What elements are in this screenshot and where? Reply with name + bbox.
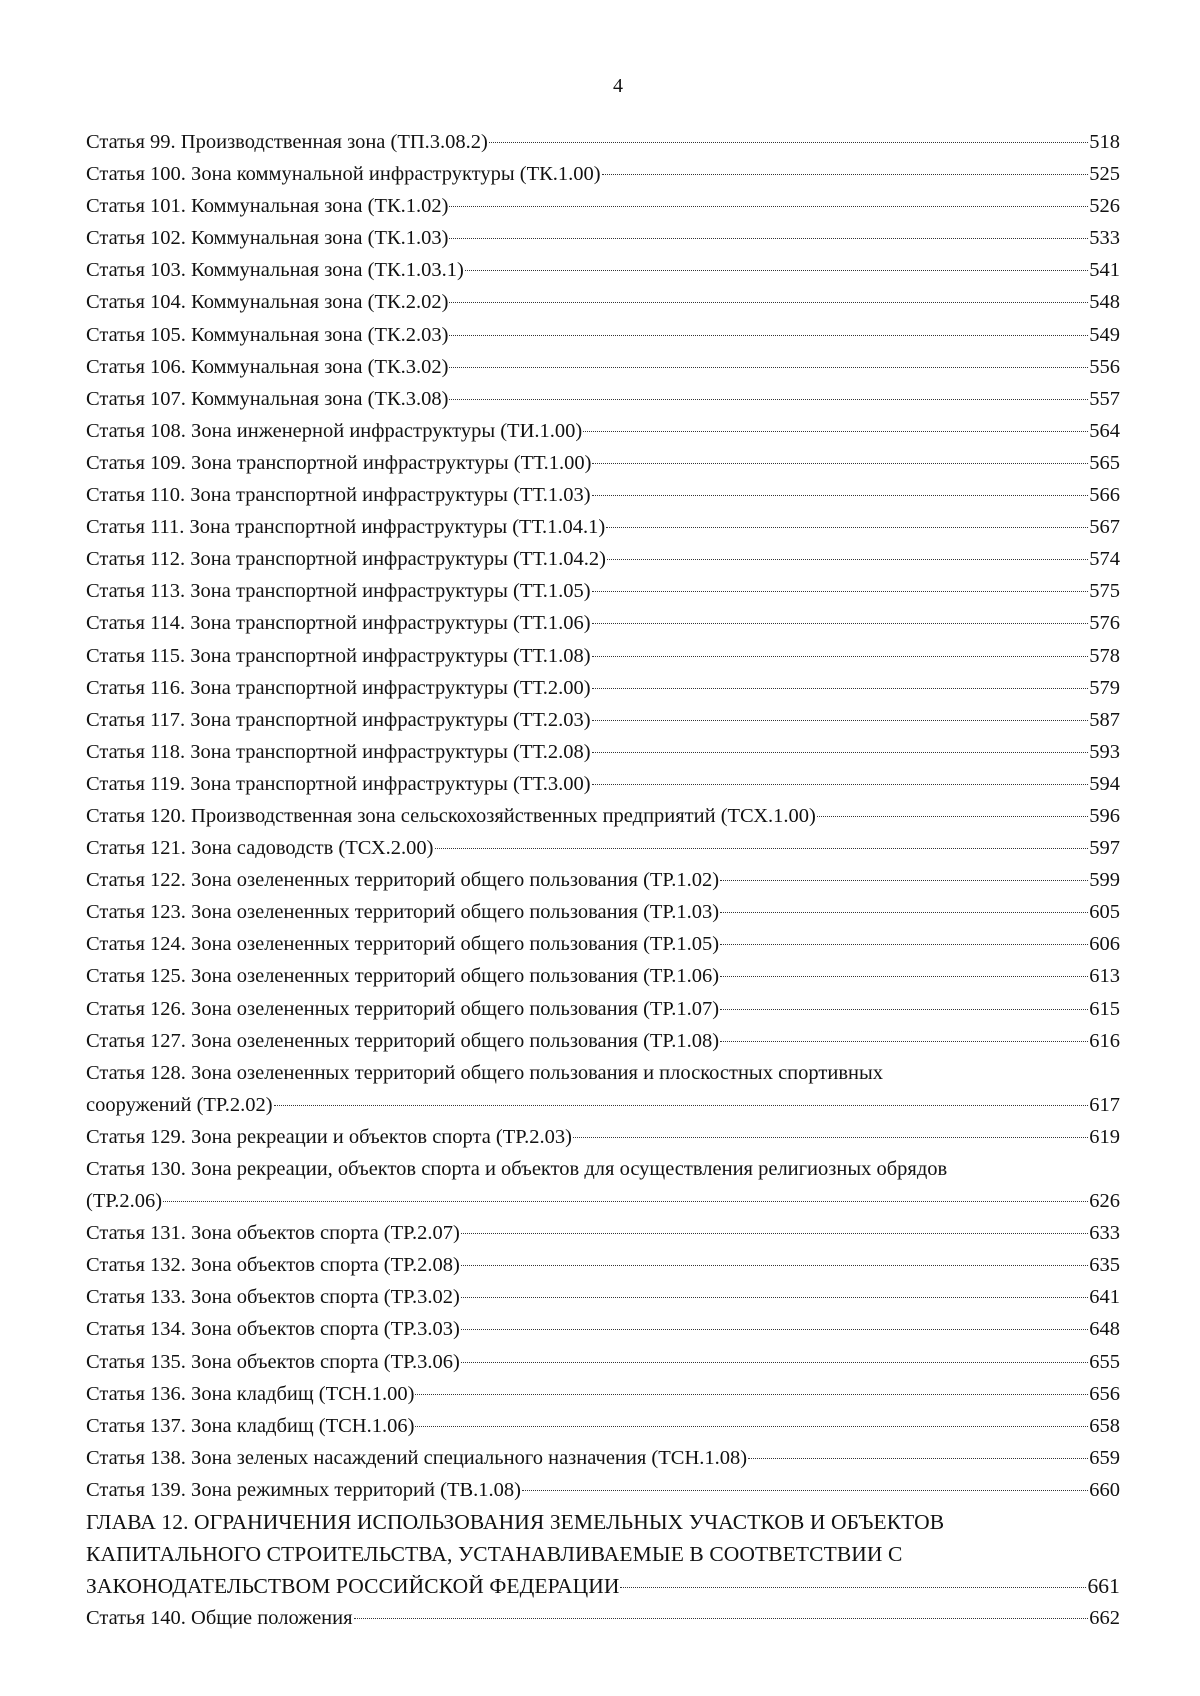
toc-entry	[86, 190, 1120, 222]
toc-entry	[86, 1474, 1120, 1506]
toc-entry-page: 658	[1089, 1414, 1120, 1437]
toc-entry-page: 565	[1089, 451, 1120, 474]
toc-entry	[86, 479, 1120, 511]
toc-entry-title: Статья 129. Зона рекреации и объектов спорта (ТР.2.03)	[86, 1125, 572, 1148]
toc-entry-title: Статья 136. Зона кладбищ (ТСН.1.00)	[86, 1382, 415, 1405]
toc-row	[86, 1281, 1120, 1313]
toc-entry	[86, 1153, 1120, 1217]
dot-leader	[449, 335, 1088, 336]
toc-entry	[86, 126, 1120, 158]
toc-row	[86, 1249, 1120, 1281]
toc-row	[86, 190, 1120, 222]
toc-row	[86, 383, 1120, 415]
toc-entry-title: Статья 99. Производственная зона (ТП.3.08.2)	[86, 131, 488, 153]
dot-leader	[720, 1041, 1088, 1042]
toc-entry	[86, 832, 1120, 864]
toc-entry-page: 593	[1089, 740, 1120, 763]
toc-chapter-entry	[86, 1506, 1120, 1602]
toc-entry	[86, 1217, 1120, 1249]
toc-entry-title-line: Статья 128. Зона озелененных территорий общего пользования и плоскостных спортивных	[86, 1061, 883, 1084]
toc-entry-title: Статья 114. Зона транспортной инфраструктуры (ТТ.1.06)	[86, 612, 591, 635]
dot-leader	[461, 1265, 1088, 1266]
toc-entry	[86, 1121, 1120, 1153]
dot-leader	[461, 1362, 1088, 1363]
toc-entry-title-line: КАПИТАЛЬНОГО СТРОИТЕЛЬСТВА, УСТАНАВЛИВАЕМЫЕ В СООТВЕТСТВИИ С	[86, 1542, 903, 1567]
toc-entry	[86, 575, 1120, 607]
dot-leader	[449, 367, 1088, 368]
dot-leader	[606, 527, 1088, 528]
toc-entry-page: 594	[1089, 772, 1120, 795]
toc-entry	[86, 351, 1120, 383]
toc-entry-title: Статья 138. Зона зеленых насаждений специального назначения (ТСН.1.08)	[86, 1446, 748, 1469]
toc-entry-title: Статья 120. Производственная зона сельскохозяйственных предприятий (ТСХ.1.00)	[86, 804, 816, 827]
toc-entry-page: 566	[1089, 484, 1120, 507]
toc-entry-page: 557	[1089, 387, 1120, 410]
toc-row	[86, 286, 1120, 318]
toc-row	[86, 575, 1120, 607]
toc-entry-title: Статья 113. Зона транспортной инфраструктуры (ТТ.1.05)	[86, 580, 591, 603]
toc-entry-title: Статья 134. Зона объектов спорта (ТР.3.03)	[86, 1318, 460, 1341]
page-number: 4	[613, 75, 623, 97]
dot-leader	[720, 944, 1088, 945]
toc-entry	[86, 607, 1120, 639]
toc-entry-title: Статья 140. Общие положения	[86, 1607, 353, 1630]
toc-entry-title: Статья 103. Коммунальная зона (ТК.1.03.1)	[86, 259, 464, 282]
toc-entry-page: 617	[1089, 1093, 1120, 1116]
toc-entry-title: ЗАКОНОДАТЕЛЬСТВОМ РОССИЙСКОЙ ФЕДЕРАЦИИ	[86, 1574, 620, 1599]
toc-entry-page: 605	[1089, 901, 1120, 924]
toc-entry-page: 655	[1089, 1350, 1120, 1373]
table-of-contents	[86, 126, 1120, 1634]
toc-entry	[86, 960, 1120, 992]
toc-entry-title: Статья 108. Зона инженерной инфраструктуры (ТИ.1.00)	[86, 419, 583, 442]
dot-leader	[592, 591, 1089, 592]
toc-entry-page: 526	[1089, 195, 1120, 218]
toc-entry	[86, 543, 1120, 575]
dot-leader	[592, 720, 1089, 721]
dot-leader	[415, 1426, 1088, 1427]
toc-entry	[86, 896, 1120, 928]
toc-row	[86, 928, 1120, 960]
toc-row	[86, 511, 1120, 543]
toc-row	[86, 960, 1120, 992]
toc-entry	[86, 704, 1120, 736]
toc-entry	[86, 319, 1120, 351]
toc-entry-title: Статья 124. Зона озелененных территорий общего пользования (ТР.1.05)	[86, 933, 720, 956]
toc-entry	[86, 415, 1120, 447]
toc-entry	[86, 1442, 1120, 1474]
dot-leader	[465, 270, 1088, 271]
toc-row	[86, 351, 1120, 383]
toc-entry	[86, 286, 1120, 318]
toc-entry-title: Статья 104. Коммунальная зона (ТК.2.02)	[86, 291, 449, 314]
toc-entry-title: Статья 139. Зона режимных территорий (ТВ.1.08)	[86, 1478, 521, 1501]
toc-row	[86, 1313, 1120, 1345]
toc-entry-title-line: Статья 130. Зона рекреации, объектов спорта и объектов для осуществления религиозных обрядов	[86, 1158, 948, 1180]
toc-row	[86, 447, 1120, 479]
toc-entry-page: 615	[1089, 997, 1120, 1020]
dot-leader	[720, 1009, 1088, 1010]
toc-entry	[86, 254, 1120, 286]
toc-entry	[86, 1025, 1120, 1057]
toc-entry-page: 576	[1089, 612, 1120, 635]
toc-entry-title: сооружений (ТР.2.02)	[86, 1093, 273, 1116]
toc-entry-title: Статья 107. Коммунальная зона (ТК.3.08)	[86, 387, 449, 410]
toc-row	[86, 415, 1120, 447]
toc-entry-page: 606	[1089, 933, 1120, 956]
dot-leader	[583, 431, 1088, 432]
toc-row	[86, 543, 1120, 575]
toc-entry	[86, 800, 1120, 832]
toc-entry	[86, 1313, 1120, 1345]
toc-entry-title: Статья 101. Коммунальная зона (ТК.1.02)	[86, 195, 449, 218]
toc-entry	[86, 1281, 1120, 1313]
toc-entry	[86, 1249, 1120, 1281]
toc-row	[86, 158, 1120, 190]
toc-entry-page: 541	[1089, 259, 1120, 282]
toc-entry-page: 549	[1089, 323, 1120, 346]
dot-leader	[461, 1329, 1088, 1330]
toc-row	[86, 768, 1120, 800]
toc-entry-page: 587	[1089, 708, 1120, 731]
toc-row	[86, 1025, 1120, 1057]
toc-entry	[86, 1410, 1120, 1442]
toc-entry-title: Статья 127. Зона озелененных территорий общего пользования (ТР.1.08)	[86, 1029, 720, 1052]
dot-leader	[449, 302, 1088, 303]
dot-leader	[449, 206, 1088, 207]
toc-entry-page: 518	[1089, 131, 1120, 153]
toc-entry-title: Статья 132. Зона объектов спорта (ТР.2.08)	[86, 1254, 460, 1277]
toc-row	[86, 800, 1120, 832]
toc-entry-page: 567	[1089, 516, 1120, 539]
dot-leader	[354, 1618, 1089, 1619]
toc-entry-title-line: ГЛАВА 12. ОГРАНИЧЕНИЯ ИСПОЛЬЗОВАНИЯ ЗЕМЕЛЬНЫХ УЧАСТКОВ И ОБЪЕКТОВ	[86, 1510, 945, 1535]
toc-entry	[86, 447, 1120, 479]
toc-entry-page: 662	[1089, 1607, 1120, 1630]
dot-leader	[592, 688, 1089, 689]
dot-leader	[461, 1233, 1088, 1234]
dot-leader	[573, 1137, 1088, 1138]
dot-leader	[592, 623, 1089, 624]
toc-row	[86, 319, 1120, 351]
toc-entry-title: Статья 111. Зона транспортной инфраструктуры (ТТ.1.04.1)	[86, 516, 606, 539]
toc-entry-page: 574	[1089, 548, 1120, 571]
toc-row	[86, 126, 1120, 158]
toc-entry-title: Статья 135. Зона объектов спорта (ТР.3.06)	[86, 1350, 460, 1373]
toc-entry-page: 564	[1089, 419, 1120, 442]
toc-entry-title: Статья 122. Зона озелененных территорий общего пользования (ТР.1.02)	[86, 869, 720, 892]
toc-entry-page: 578	[1089, 644, 1120, 667]
toc-row	[86, 1378, 1120, 1410]
toc-entry	[86, 511, 1120, 543]
toc-entry-page: 661	[1087, 1574, 1120, 1599]
toc-entry	[86, 736, 1120, 768]
dot-leader	[720, 880, 1088, 881]
toc-row	[86, 1185, 1120, 1217]
toc-row	[86, 704, 1120, 736]
toc-entry-page: 579	[1089, 676, 1120, 699]
toc-entry-title: (ТР.2.06)	[86, 1190, 163, 1213]
toc-entry	[86, 1057, 1120, 1121]
toc-entry-page: 660	[1089, 1478, 1120, 1501]
toc-row	[86, 672, 1120, 704]
toc-entry	[86, 640, 1120, 672]
toc-entry-title: Статья 102. Коммунальная зона (ТК.1.03)	[86, 227, 449, 250]
toc-entry-page: 533	[1089, 227, 1120, 250]
toc-entry-page: 656	[1089, 1382, 1120, 1405]
toc-entry-page: 613	[1089, 965, 1120, 988]
toc-entry	[86, 158, 1120, 190]
toc-entry-title: Статья 115. Зона транспортной инфраструктуры (ТТ.1.08)	[86, 644, 591, 667]
dot-leader	[817, 816, 1088, 817]
dot-leader	[607, 559, 1088, 560]
toc-entry-title: Статья 125. Зона озелененных территорий общего пользования (ТР.1.06)	[86, 965, 720, 988]
toc-entry	[86, 383, 1120, 415]
toc-entry-title: Статья 118. Зона транспортной инфраструктуры (ТТ.2.08)	[86, 740, 591, 763]
dot-leader	[415, 1394, 1088, 1395]
dot-leader	[748, 1458, 1088, 1459]
toc-entry-title: Статья 109. Зона транспортной инфраструктуры (ТТ.1.00)	[86, 451, 592, 474]
toc-row	[86, 736, 1120, 768]
toc-entry-page: 626	[1089, 1190, 1120, 1213]
toc-row	[86, 222, 1120, 254]
toc-row	[86, 1570, 1120, 1602]
toc-entry-page: 575	[1089, 580, 1120, 603]
toc-entry-title: Статья 131. Зона объектов спорта (ТР.2.07)	[86, 1222, 460, 1245]
dot-leader	[461, 1297, 1088, 1298]
dot-leader	[720, 912, 1088, 913]
toc-row	[86, 1346, 1120, 1378]
toc-entry-title: Статья 116. Зона транспортной инфраструктуры (ТТ.2.00)	[86, 676, 591, 699]
dot-leader	[449, 399, 1088, 400]
toc-entry	[86, 864, 1120, 896]
toc-entry-page: 641	[1089, 1286, 1120, 1309]
toc-entry-page: 635	[1089, 1254, 1120, 1277]
toc-entry-title: Статья 126. Зона озелененных территорий общего пользования (ТР.1.07)	[86, 997, 720, 1020]
toc-entry	[86, 222, 1120, 254]
toc-entry-title: Статья 133. Зона объектов спорта (ТР.3.02)	[86, 1286, 460, 1309]
dot-leader	[592, 784, 1089, 785]
toc-row	[86, 993, 1120, 1025]
toc-row	[86, 640, 1120, 672]
toc-entry-title: Статья 121. Зона садоводств (ТСХ.2.00)	[86, 837, 434, 860]
dot-leader	[592, 752, 1089, 753]
toc-row	[86, 1442, 1120, 1474]
toc-entry-title: Статья 112. Зона транспортной инфраструктуры (ТТ.1.04.2)	[86, 548, 607, 571]
dot-leader	[602, 174, 1089, 175]
toc-row	[86, 254, 1120, 286]
toc-entry-title: Статья 106. Коммунальная зона (ТК.3.02)	[86, 355, 449, 378]
toc-entry-title: Статья 119. Зона транспортной инфраструктуры (ТТ.3.00)	[86, 772, 591, 795]
toc-entry-title: Статья 105. Коммунальная зона (ТК.2.03)	[86, 323, 449, 346]
toc-row	[86, 607, 1120, 639]
toc-entry-page: 659	[1089, 1446, 1120, 1469]
toc-row	[86, 1474, 1120, 1506]
toc-entry	[86, 1602, 1120, 1634]
dot-leader	[449, 238, 1088, 239]
toc-entry-page: 619	[1089, 1125, 1120, 1148]
dot-leader	[592, 495, 1089, 496]
toc-entry	[86, 1378, 1120, 1410]
toc-entry-title: Статья 117. Зона транспортной инфраструктуры (ТТ.2.03)	[86, 708, 591, 731]
toc-entry-page: 597	[1089, 837, 1120, 860]
toc-entry	[86, 768, 1120, 800]
toc-entry-page: 616	[1089, 1029, 1120, 1052]
toc-entry-title: Статья 137. Зона кладбищ (ТСН.1.06)	[86, 1414, 415, 1437]
toc-entry-page: 648	[1089, 1318, 1120, 1341]
toc-entry-title: Статья 110. Зона транспортной инфраструктуры (ТТ.1.03)	[86, 484, 591, 507]
toc-entry-page: 525	[1089, 163, 1120, 186]
toc-entry	[86, 993, 1120, 1025]
dot-leader	[435, 848, 1089, 849]
toc-entry-title: Статья 100. Зона коммунальной инфраструктуры (ТК.1.00)	[86, 163, 601, 186]
dot-leader	[274, 1105, 1089, 1106]
dot-leader	[720, 976, 1088, 977]
toc-entry-title: Статья 123. Зона озелененных территорий общего пользования (ТР.1.03)	[86, 901, 720, 924]
toc-row	[86, 1217, 1120, 1249]
toc-row	[86, 1121, 1120, 1153]
toc-entry-page: 548	[1089, 291, 1120, 314]
dot-leader	[592, 463, 1088, 464]
toc-row	[86, 1089, 1120, 1121]
toc-entry	[86, 1346, 1120, 1378]
toc-entry-page: 633	[1089, 1222, 1120, 1245]
dot-leader	[163, 1201, 1088, 1202]
toc-row	[86, 832, 1120, 864]
toc-row	[86, 1602, 1120, 1634]
dot-leader	[620, 1587, 1086, 1588]
toc-row	[86, 896, 1120, 928]
dot-leader	[489, 142, 1088, 143]
toc-row	[86, 1410, 1120, 1442]
toc-row	[86, 479, 1120, 511]
toc-entry-page: 596	[1089, 804, 1120, 827]
dot-leader	[592, 656, 1089, 657]
toc-entry-page: 556	[1089, 355, 1120, 378]
toc-entry-page: 599	[1089, 869, 1120, 892]
toc-row	[86, 864, 1120, 896]
dot-leader	[522, 1490, 1088, 1491]
toc-entry	[86, 928, 1120, 960]
toc-entry	[86, 672, 1120, 704]
